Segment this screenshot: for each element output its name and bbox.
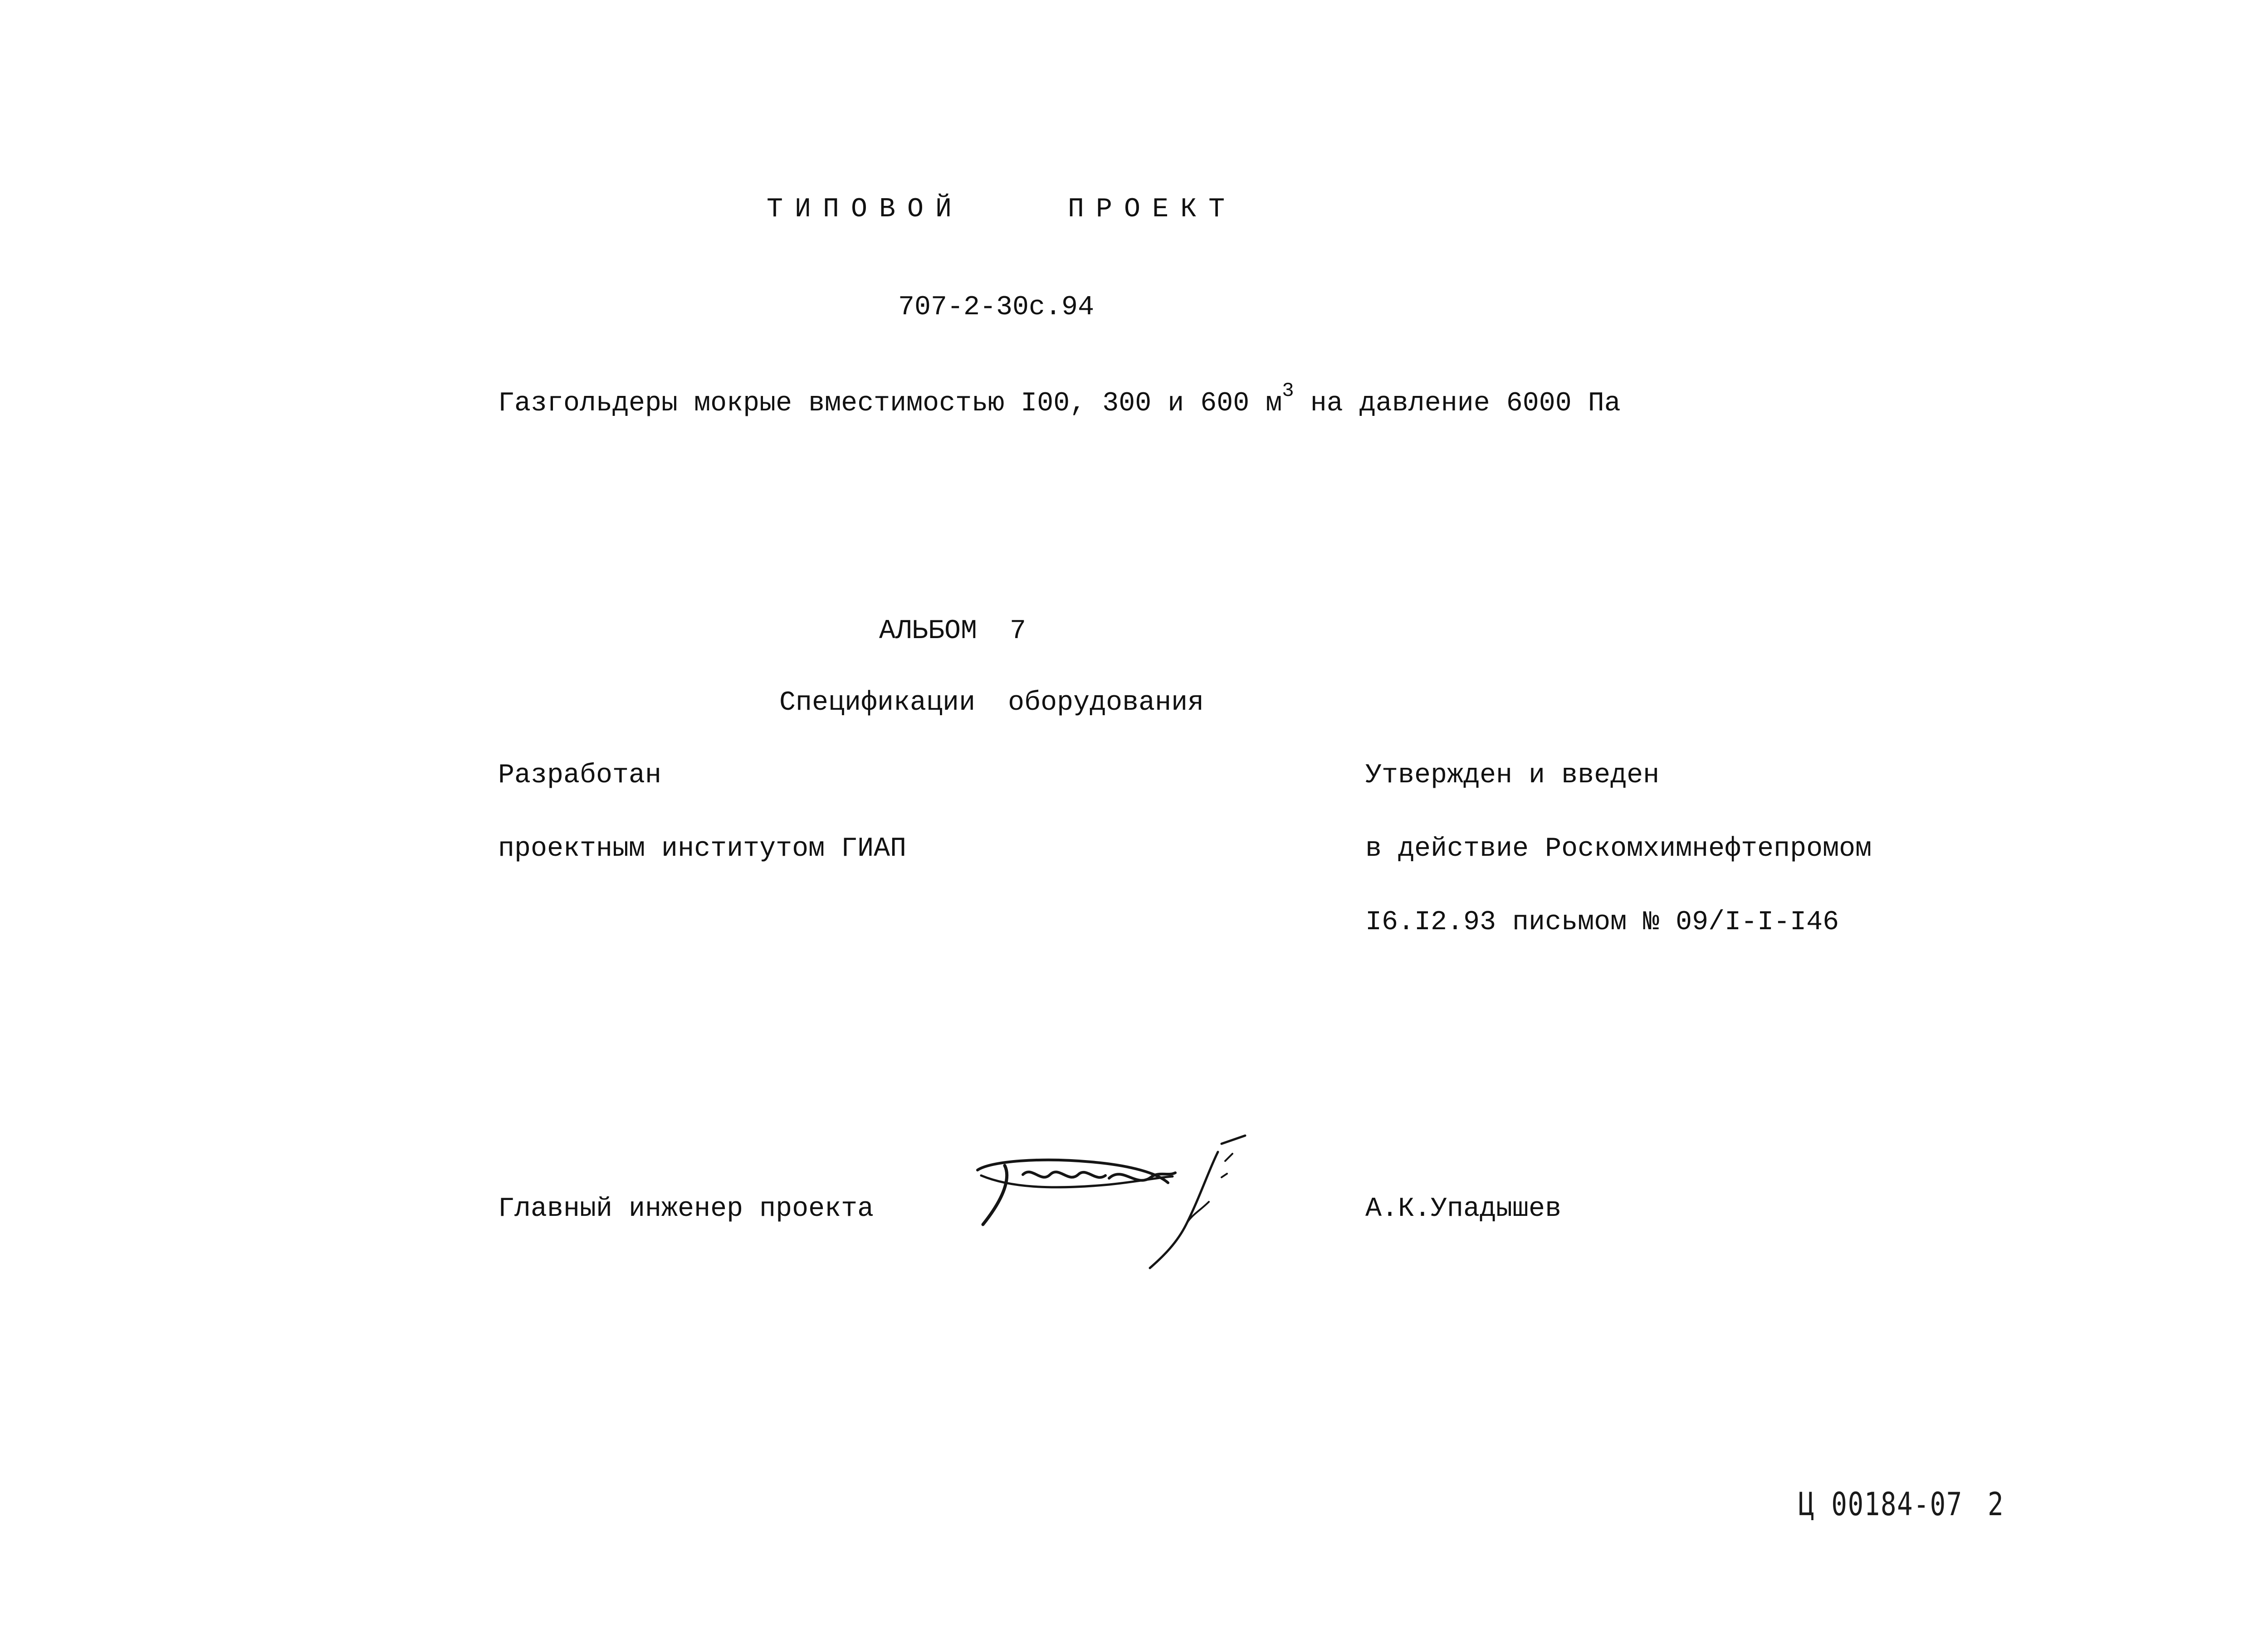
approval-line-2: в действие Роскомхимнефтепромом (1365, 834, 1872, 864)
album-label: АЛЬБОМ 7 (879, 616, 1026, 647)
approval-line-1: Утвержден и введен (1365, 760, 1660, 791)
title-word-typical: ТИПОВОЙ (767, 194, 964, 225)
description-tail: на давление 6000 Па (1294, 388, 1621, 419)
description-main: Газгольдеры мокрые вместимостью I00, 300 и 600 м (498, 388, 1282, 419)
album-subtitle: Спецификации оборудования (779, 688, 1204, 718)
handwritten-signature (973, 1134, 1272, 1270)
document-type-title (767, 196, 1237, 223)
title-word-project: ПРОЕКТ (1068, 194, 1237, 225)
developer-line-1: Разработан (498, 760, 662, 791)
developer-line-2: проектным институтом ГИАП (498, 834, 907, 864)
chief-engineer-label: Главный инженер проекта (498, 1194, 874, 1224)
cubic-superscript: 3 (1282, 380, 1294, 402)
sheet-page-number: 2 (1988, 1486, 2004, 1523)
sheet-code: Ц 00184-07 (1799, 1486, 1963, 1523)
project-description (498, 380, 1621, 419)
chief-engineer-name: А.К.Упадышев (1365, 1194, 1562, 1224)
approval-line-3: I6.I2.93 письмом № 09/I-I-I46 (1365, 907, 1839, 938)
project-code: 707-2-30с.94 (898, 292, 1095, 323)
